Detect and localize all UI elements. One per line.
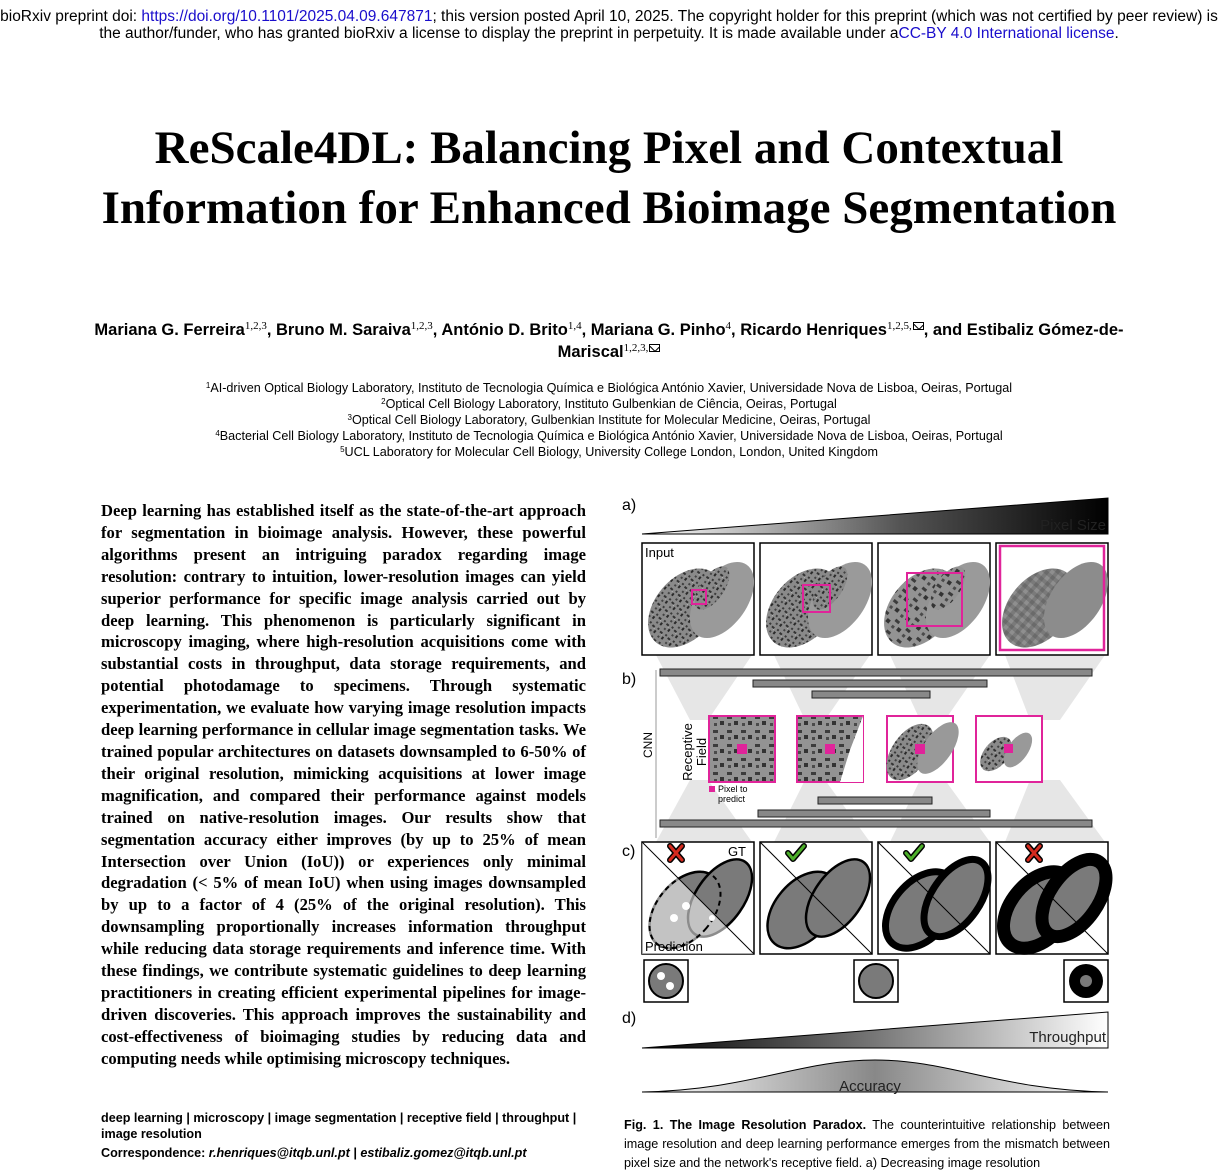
cell-cross-section-1 — [644, 960, 688, 1002]
receptive-field-4 — [974, 716, 1042, 782]
pixel-to-predict-legend-swatch — [709, 786, 715, 792]
figure-caption — [624, 1116, 1110, 1173]
figure-1 — [600, 490, 1120, 1105]
author-name: Bruno M. Saraiva — [276, 321, 411, 339]
affiliation-line — [60, 444, 1158, 460]
doi-link[interactable]: https://doi.org/10.1101/2025.04.09.647871 — [141, 8, 433, 25]
paper-title: ReScale4DL: Balancing Pixel and Contextual Information for Enhanced Bioimage Segmentation — [101, 122, 1117, 234]
prediction-1 — [635, 842, 765, 962]
receptive-field-3 — [877, 715, 967, 788]
receptive-field-label-line1: Receptive — [680, 723, 695, 781]
accuracy-label: Accuracy — [839, 1078, 901, 1095]
author-separator: , and — [923, 321, 967, 339]
prediction-label: Prediction — [645, 939, 703, 954]
author-separator: , — [266, 321, 276, 339]
affiliation-line — [60, 396, 1158, 412]
keywords: deep learning | microscopy | image segmentation | receptive field | throughput | image resolution — [101, 1111, 577, 1141]
affiliation-number: 3 — [347, 413, 352, 423]
cnn-layer-bar — [818, 797, 932, 804]
cnn-layer-bar — [812, 691, 930, 698]
affiliation-text: Optical Cell Biology Laboratory, Instituto Gulbenkian de Ciência, Oeiras, Portugal — [385, 397, 837, 412]
mail-icon — [913, 322, 924, 330]
pixel-to-predict-label-line1: Pixel to — [718, 784, 748, 794]
notice-middle: ; this version posted April 10, 2025. The copyright holder for this preprint (which was not certified by peer review) is the author/funder, who has granted bioRxiv a license to display the preprint in perpetuity. It is made available under a — [99, 8, 1218, 42]
prediction-4 — [989, 842, 1119, 962]
prediction-2 — [753, 842, 883, 962]
cnn-layer-bar — [660, 820, 1092, 827]
caption-text: The counterintuitive relationship between image resolution and deep learning performance emerges from the mismatch between pixel size and the network's receptive field. a) Decreasing image resolution — [624, 1118, 1110, 1170]
correspondence — [101, 1145, 586, 1161]
input-image-1 — [633, 543, 767, 662]
input-image-3 — [869, 543, 1003, 662]
panel-c-label: c) — [622, 843, 636, 860]
author-name: Ricardo Henriques — [740, 321, 887, 339]
input-image-2 — [751, 543, 885, 662]
correspondence-label: Correspondence: — [101, 1146, 209, 1160]
author-affiliation-marks: 4 — [725, 320, 732, 332]
affiliation-text: Optical Cell Biology Laboratory, Gulbenkian Institute for Molecular Medicine, Oeiras, Portugal — [351, 413, 871, 428]
mail-icon — [649, 344, 660, 352]
caption-title: Fig. 1. The Image Resolution Paradox. — [624, 1118, 867, 1132]
affiliation-line — [60, 380, 1158, 396]
figure-graphic — [600, 490, 1120, 1105]
author-separator: , — [731, 321, 741, 339]
author-affiliation-marks: 1,2,3 — [410, 320, 433, 332]
cell-cross-section-3 — [1064, 960, 1108, 1002]
panel-a-label: a) — [622, 497, 637, 514]
panel-d-label: d) — [622, 1010, 637, 1027]
author-affiliation-marks: 1,2,5, — [886, 320, 912, 332]
affiliation-line — [60, 412, 1158, 428]
cell-cross-section-2 — [854, 960, 898, 1002]
license-link[interactable]: CC-BY 4.0 International license — [898, 25, 1115, 42]
author-affiliation-marks: 1,4 — [567, 320, 582, 332]
correspondence-emails[interactable]: r.henriques@itqb.unl.pt | estibaliz.gomez@itqb.unl.pt — [208, 1146, 527, 1160]
author-affiliation-marks: 1,2,3 — [244, 320, 267, 332]
receptive-field-label-line2: Field — [694, 737, 709, 767]
receptive-field-2 — [797, 716, 863, 782]
throughput-label: Throughput — [1029, 1029, 1106, 1046]
prediction-3 — [871, 842, 1001, 962]
author-name: Mariana G. Pinho — [590, 321, 726, 339]
author-name: António D. Brito — [441, 321, 568, 339]
receptive-field-1 — [709, 716, 775, 782]
author-name: Estibaliz Gómez-de-Mariscal — [557, 321, 1124, 361]
affiliation-number: 2 — [381, 397, 386, 407]
cnn-label: CNN — [641, 732, 655, 758]
pixel-to-predict-label-line2: predict — [718, 794, 746, 804]
notice-prefix: bioRxiv preprint doi: — [0, 8, 142, 25]
cnn-layer-bar — [660, 669, 1092, 676]
affiliation-list — [60, 380, 1158, 460]
affiliation-number: 4 — [215, 429, 220, 439]
pixel-size-wedge — [642, 498, 1108, 534]
preprint-notice — [0, 8, 1218, 42]
panel-b-label: b) — [622, 671, 637, 688]
author-list — [80, 319, 1138, 363]
affiliation-line — [60, 428, 1158, 444]
affiliation-number: 1 — [205, 381, 211, 390]
author-separator: , — [581, 321, 591, 339]
author-separator: , — [432, 321, 442, 339]
cnn-layer-bar — [753, 680, 987, 687]
affiliation-text: Bacterial Cell Biology Laboratory, Instituto de Tecnologia Química e Biológica António Xavier, Universidade Nova de Lisboa, Oeiras, Portugal — [219, 429, 1003, 444]
pixel-size-label: Pixel Size — [1040, 517, 1106, 534]
notice-suffix: . — [1114, 25, 1119, 42]
affiliation-number: 5 — [340, 445, 345, 455]
cnn-layer-bar — [758, 810, 990, 817]
affiliation-text: UCL Laboratory for Molecular Cell Biology, University College London, London, United Kingdom — [344, 445, 878, 460]
input-image-4 — [987, 543, 1120, 662]
affiliation-text: AI-driven Optical Biology Laboratory, Instituto de Tecnologia Química e Biológica António Xavier, Universidade Nova de Lisboa, Oeiras, Portugal — [210, 381, 1013, 395]
gt-label: GT — [727, 844, 746, 859]
abstract: Deep learning has established itself as the state-of-the-art approach for segmentation in bioimage analysis. However, these powerful algorithms present an intriguing paradox regarding image resolution: contrary to intuition, lower-resolution images can yield superior performance for specific image analysis carried out by deep learning. This phenomenon is particularly significant in microscopy imaging, where high-resolution acquisitions come with substantial costs in throughput, data storage requirements, and potential photodamage to specimens. Through systematic experimentation, we evaluate how varying image resolution impacts deep learning performance in cellular image segmentation tasks. We trained popular architectures on datasets downsampled to 6-50% of their original resolution, mimicking acquisitions at lower image magnification, and compared their performance against models trained on native-resolution images. Our results show that segmentation accuracy either improves (by up to 25% of mean Intersection over Union (IoU)) or experiences only minimal degradation (< 5% of mean IoU) when using images downsampled by up to a factor of 4 (25% of the original resolution). This downsampling proportionally increases information throughput while reducing data storage requirements and inference time. With these findings, we contribute systematic guidelines to deep learning practitioners in creating efficient experimental pipelines for image-driven discoveries. This approach improves the sustainability and cost-effectiveness of bioimaging studies by reducing data and computing needs while optimising microscopy techniques. — [101, 501, 586, 1068]
input-label: Input — [645, 545, 674, 560]
author-affiliation-marks: 1,2,3, — [623, 342, 649, 354]
author-name: Mariana G. Ferreira — [94, 321, 245, 339]
